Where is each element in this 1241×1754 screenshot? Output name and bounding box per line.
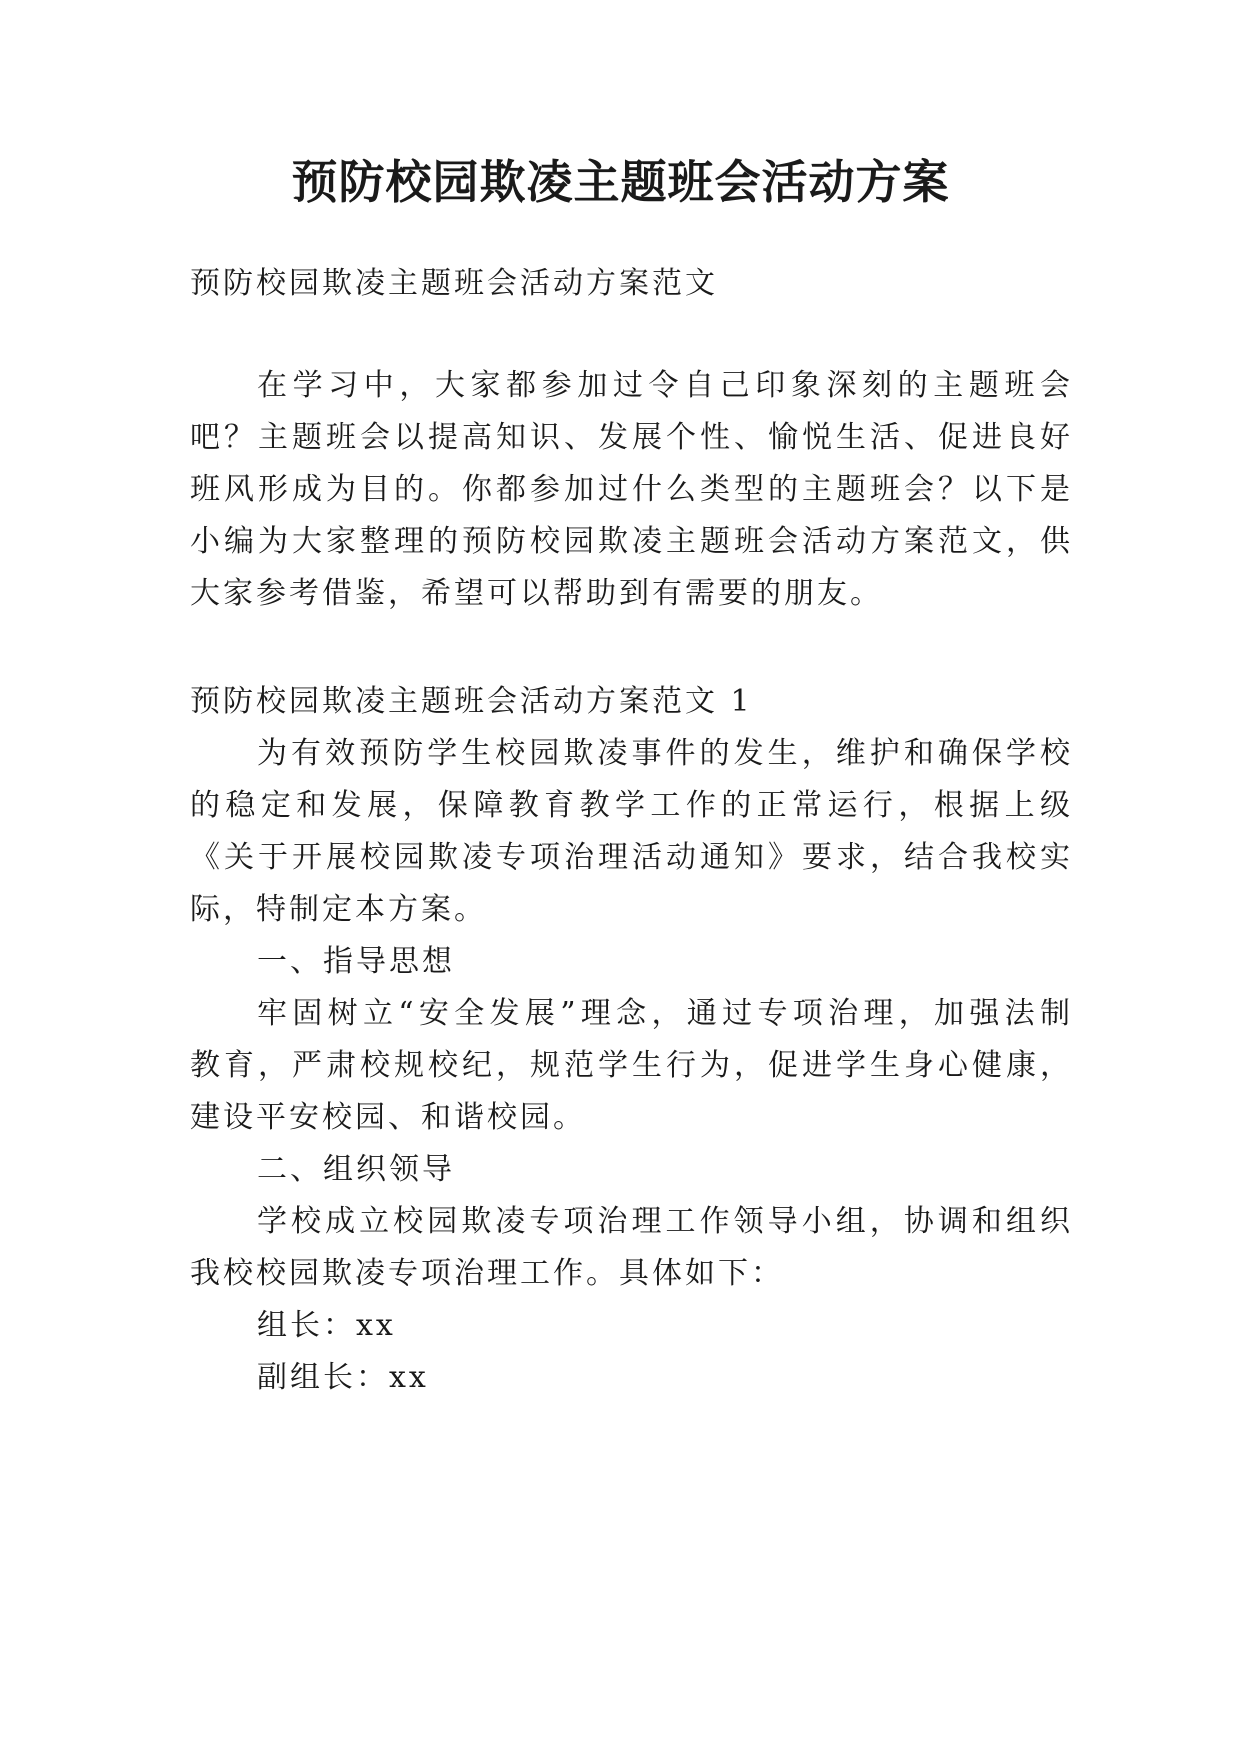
intro-line-1: 在学习中，大家都参加过令自己印象深刻的主题班会: [257, 368, 1070, 403]
org-line-1: 学校成立校园欺凌专项治理工作领导小组，协调和组织: [257, 1204, 1070, 1239]
intro-line-5: 大家参考借鉴，希望可以帮助到有需要的朋友。: [190, 576, 883, 611]
guiding-line-3: 建设平安校园、和谐校园。: [190, 1100, 586, 1135]
heading-organization: 二、组织领导: [257, 1152, 455, 1187]
section1-line-3: 《关于开展校园欺凌专项治理活动通知》要求，结合我校实: [190, 840, 1070, 875]
section1-heading: 预防校园欺凌主题班会活动方案范文 1: [190, 684, 753, 719]
section1-line-2: 的稳定和发展，保障教育教学工作的正常运行，根据上级: [190, 788, 1070, 823]
guiding-line-2: 教育，严肃校规校纪，规范学生行为，促进学生身心健康，: [190, 1048, 1070, 1083]
section1-line-4: 际，特制定本方案。: [190, 892, 487, 927]
intro-line-3: 班风形成为目的。你都参加过什么类型的主题班会？以下是: [190, 472, 1070, 507]
guiding-line-1: 牢固树立“安全发展”理念，通过专项治理，加强法制: [257, 996, 1070, 1031]
org-line-2: 我校校园欺凌专项治理工作。具体如下：: [190, 1256, 784, 1291]
intro-line-2: 吧？主题班会以提高知识、发展个性、愉悦生活、促进良好: [190, 420, 1070, 455]
deputy-leader-line: 副组长：xx: [257, 1360, 429, 1395]
section1-line-1: 为有效预防学生校园欺凌事件的发生，维护和确保学校: [257, 736, 1070, 771]
document-title: 预防校园欺凌主题班会活动方案: [291, 155, 950, 209]
leader-line: 组长：xx: [257, 1308, 396, 1343]
document-subtitle: 预防校园欺凌主题班会活动方案范文: [190, 266, 718, 301]
heading-guiding-ideology: 一、指导思想: [257, 944, 455, 979]
intro-line-4: 小编为大家整理的预防校园欺凌主题班会活动方案范文，供: [190, 524, 1070, 559]
